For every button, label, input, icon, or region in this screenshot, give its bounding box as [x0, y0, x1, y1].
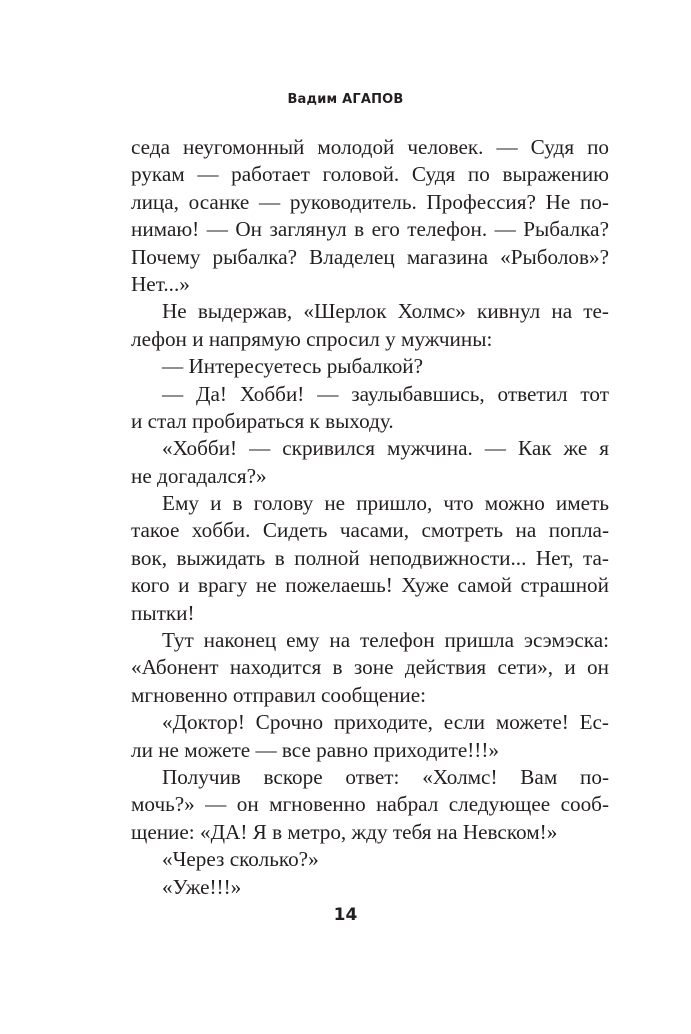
text-line: седа неугомонный молодой человек. — Судя по: [131, 135, 609, 159]
text-line: — Да! Хобби! — заулыбавшись, ответил тот: [162, 381, 609, 406]
text-line: Нет...»: [131, 271, 190, 296]
page-number: 14: [333, 905, 358, 925]
text-line: «Доктор! Срочно приходите, если можете! Ес-: [162, 710, 609, 735]
running-header-author: Вадим АГАПОВ: [287, 92, 404, 107]
text-line: Почему рыбалка? Владелец магазина «Рыболов»?: [131, 244, 609, 269]
text-line: пытки!: [131, 600, 195, 625]
text-line: лица, осанке — руководитель. Профессия? Не по-: [131, 189, 609, 214]
text-line: лефон и напрямую спросил у мужчины:: [131, 326, 493, 351]
text-line: «Через сколько?»: [162, 847, 319, 872]
text-line: нимаю! — Он заглянул в его телефон. — Рыбалка?: [131, 217, 609, 242]
text-line: рукам — работает головой. Судя по выражению: [131, 162, 609, 187]
text-line: не догадался?»: [131, 463, 267, 488]
text-line: «Хобби! — скривился мужчина. — Как же я: [162, 436, 609, 461]
text-line: Не выдержав, «Шерлок Холмс» кивнул на те-: [162, 299, 609, 324]
text-line: — Интересуетесь рыбалкой?: [162, 354, 424, 379]
text-line: мгновенно отправил сообщение:: [131, 682, 427, 707]
text-line: щение: «ДА! Я в метро, жду тебя на Невском!»: [131, 819, 558, 844]
text-line: Тут наконец ему на телефон пришла эсэмэска:: [162, 628, 609, 653]
text-line: вок, выжидать в полной неподвижности... Нет, та-: [131, 545, 609, 570]
body-text: [131, 134, 609, 901]
text-line: ли не можете — все равно приходите!!!»: [131, 737, 499, 762]
text-line: мочь?» — он мгновенно набрал следующее сооб-: [131, 792, 609, 817]
text-line: «Уже!!!»: [162, 874, 242, 899]
text-line: такое хобби. Сидеть часами, смотреть на попла-: [131, 518, 609, 543]
text-line: «Абонент находится в зоне действия сети», и он: [131, 655, 609, 680]
text-line: кого и врагу не пожелаешь! Хуже самой страшной: [131, 573, 609, 598]
text-line: Ему и в голову не пришло, что можно иметь: [162, 491, 609, 516]
text-line: и стал пробираться к выходу.: [131, 408, 394, 433]
text-line: Получив вскоре ответ: «Холмс! Вам по-: [162, 764, 609, 789]
